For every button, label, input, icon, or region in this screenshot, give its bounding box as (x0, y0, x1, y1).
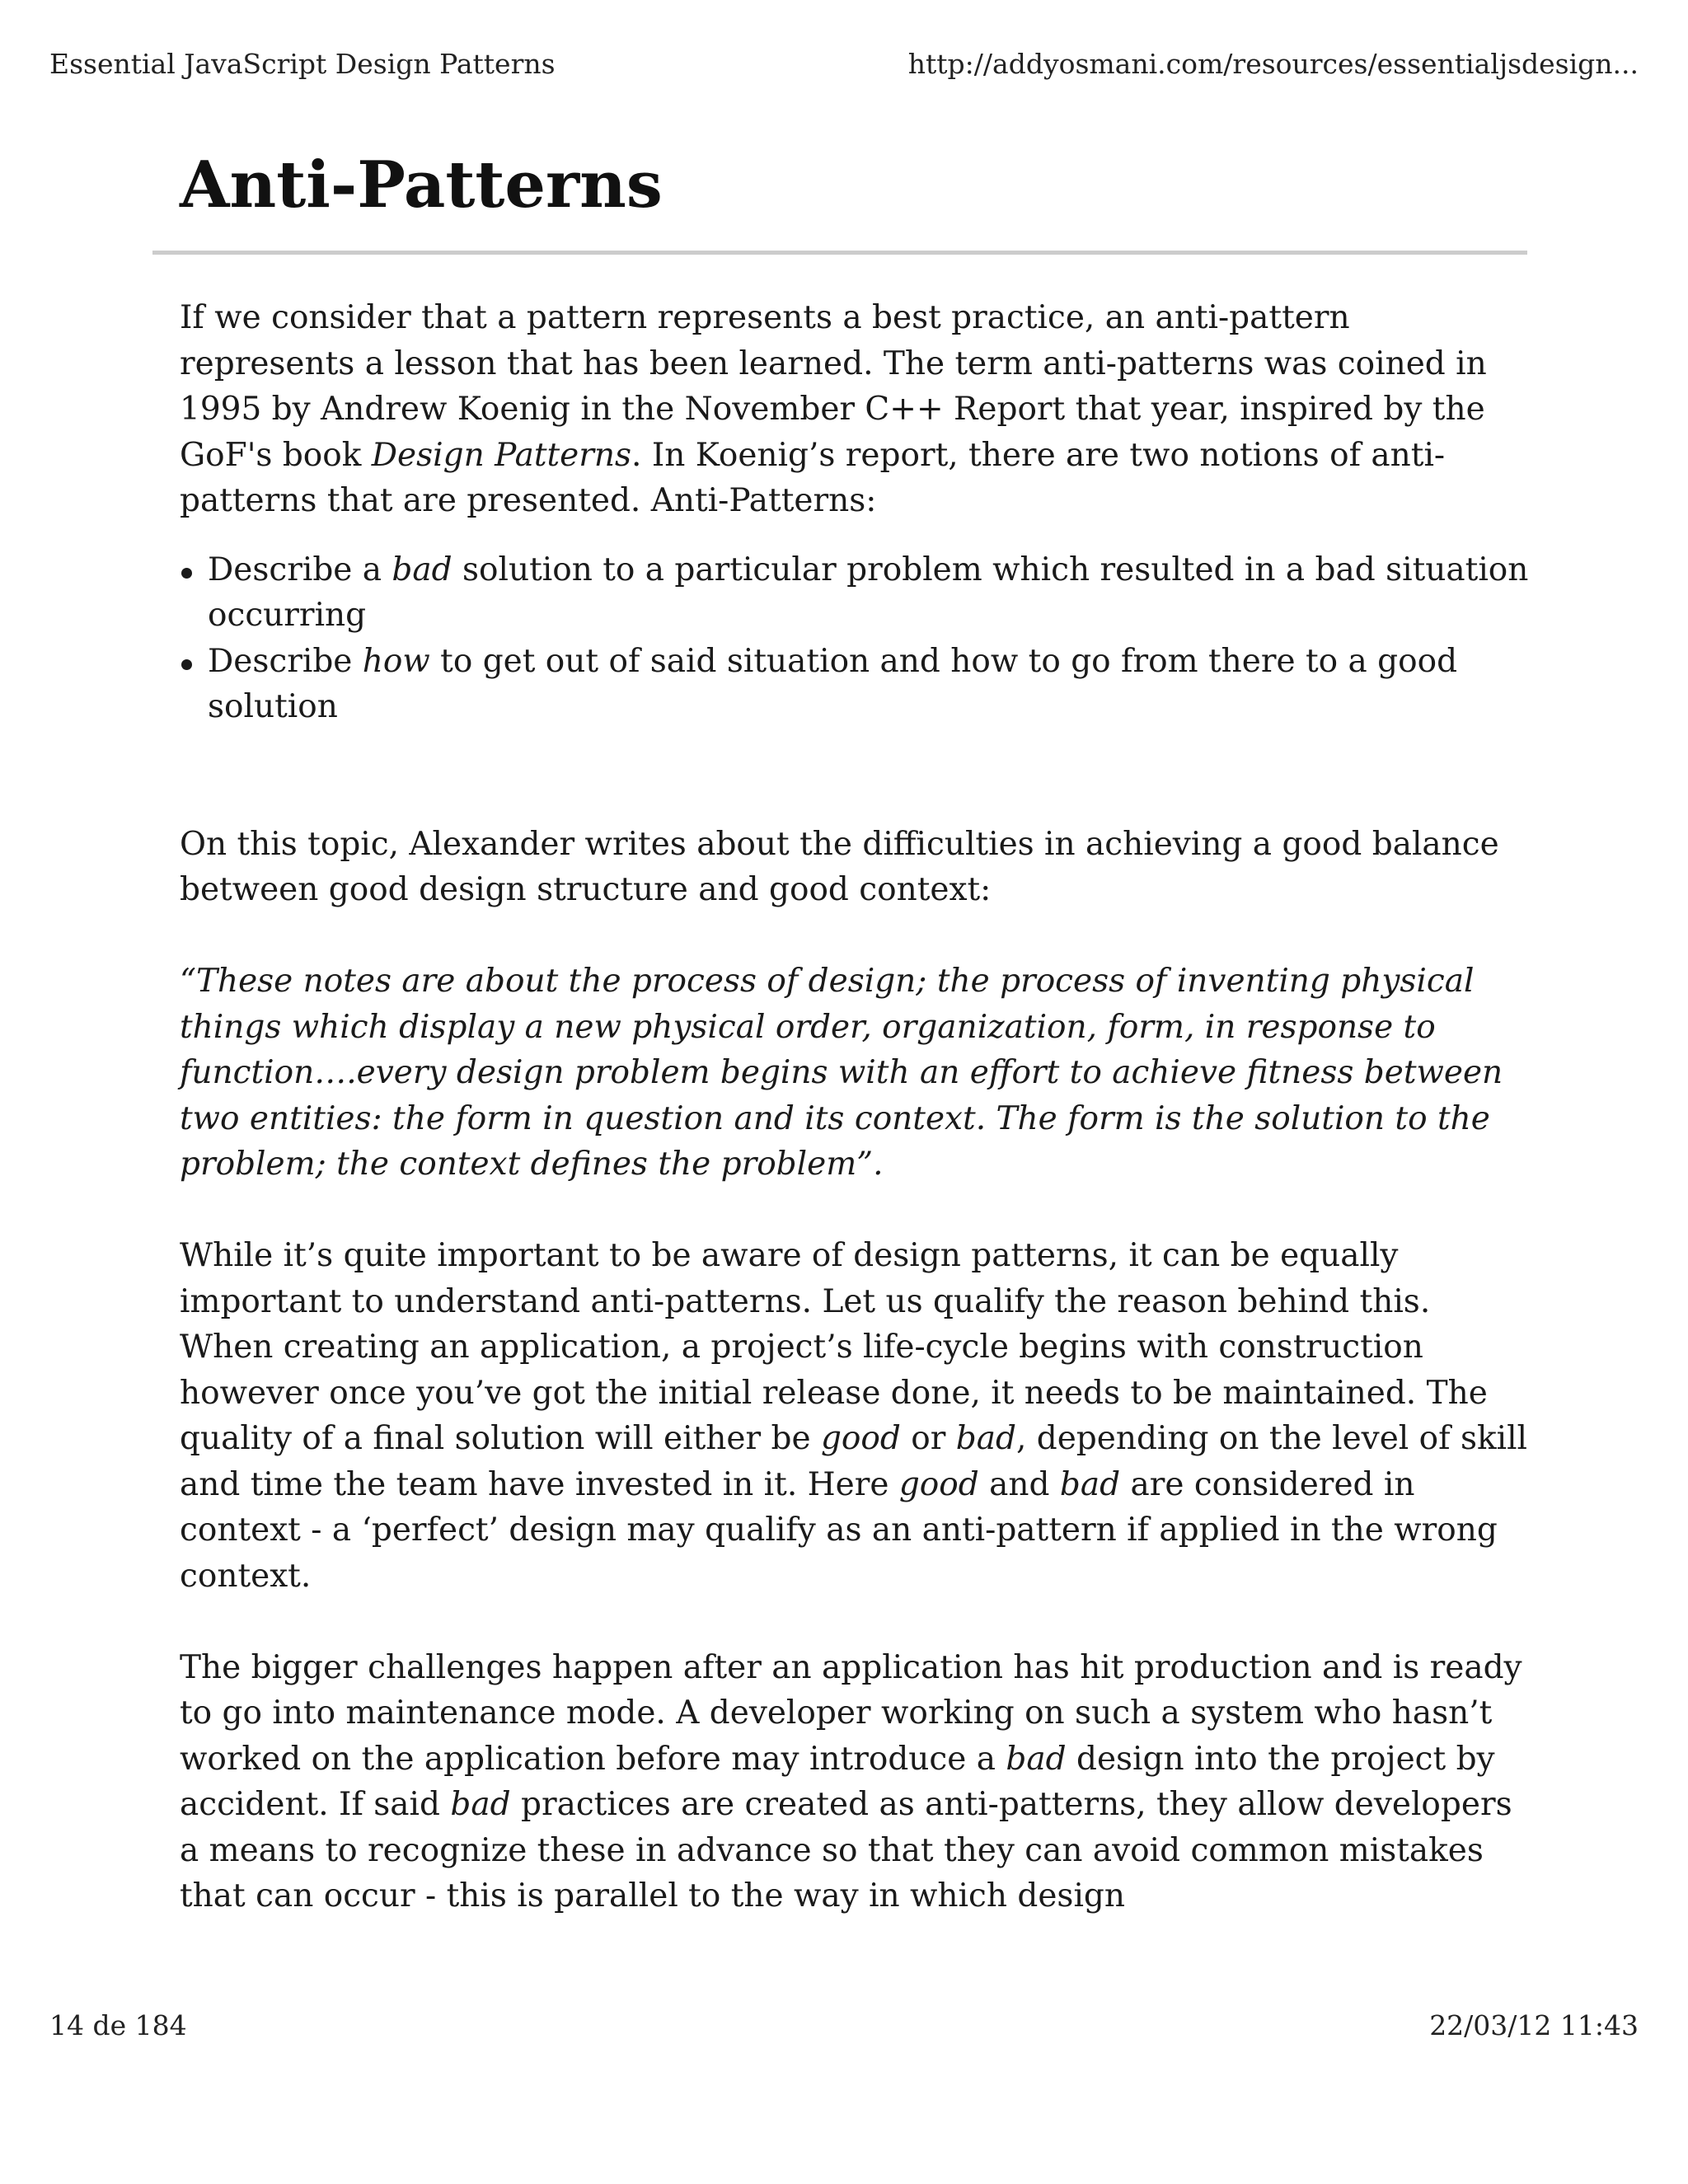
section-heading-container (180, 148, 1531, 223)
page-number: 14 de 184 (49, 2009, 187, 2041)
list-item: Describe a bad solution to a particular problem which resulted in a bad situation occurring (180, 547, 1531, 639)
section-heading: Anti-Patterns (180, 148, 663, 223)
alexander-intro-paragraph: On this topic, Alexander writes about the difficulties in achieving a good balance between good design structure and good context: (180, 825, 1499, 908)
document-url: http://addyosmani.com/resources/essentialjsdesign... (907, 48, 1639, 80)
maintenance-paragraph: While it’s quite important to be aware of design patterns, it can be equally important to understand anti-patterns. Let us qualify the reason behind this. When creating an application, a project’s life-cycle begins with construction however once you’ve got the initial release done, it needs to be maintained. The quality of a final solution will either be good or bad, depending on the level of skill and time the team have invested in it. Here good and bad are considered in context - a ‘perfect’ design may qualify as an anti-pattern if applied in the wrong context. (180, 1237, 1528, 1595)
article-body (180, 295, 1531, 1919)
list-item: Describe how to get out of said situation and how to go from there to a good solution (180, 639, 1531, 730)
anti-pattern-list (180, 547, 1531, 730)
print-header (49, 48, 1639, 80)
heading-divider (152, 251, 1527, 255)
print-footer (49, 2009, 1639, 2041)
alexander-quote: “These notes are about the process of design; the process of inventing physical things which display a new physical order, organization, form, in response to function….every design problem begins with an effort to achieve fitness between two entities: the form in question and its context. The form is the solution to the problem; the context defines the problem”. (180, 963, 1503, 1183)
print-timestamp: 22/03/12 11:43 (1429, 2009, 1639, 2041)
book-title: Design Patterns (371, 436, 632, 474)
bullet-icon (181, 659, 192, 670)
intro-paragraph: If we consider that a pattern represents a best practice, an anti-pattern represents a lesson that has been learned. The term anti-patterns was coined in 1995 by Andrew Koenig in the November C++ Report that year, inspired by the GoF's book Design Patterns. In Koenig’s report, there are two notions of anti-patterns that are presented. Anti-Patterns: (180, 299, 1487, 519)
document-title: Essential JavaScript Design Patterns (49, 48, 556, 80)
bullet-icon (181, 568, 192, 579)
challenges-paragraph: The bigger challenges happen after an application has hit production and is ready to go into maintenance mode. A developer working on such a system who hasn’t worked on the application before may introduce a bad design into the project by accident. If said bad practices are created as anti-patterns, they allow developers a means to recognize these in advance so that they can avoid common mistakes that can occur - this is parallel to the way in which design (180, 1648, 1522, 1915)
